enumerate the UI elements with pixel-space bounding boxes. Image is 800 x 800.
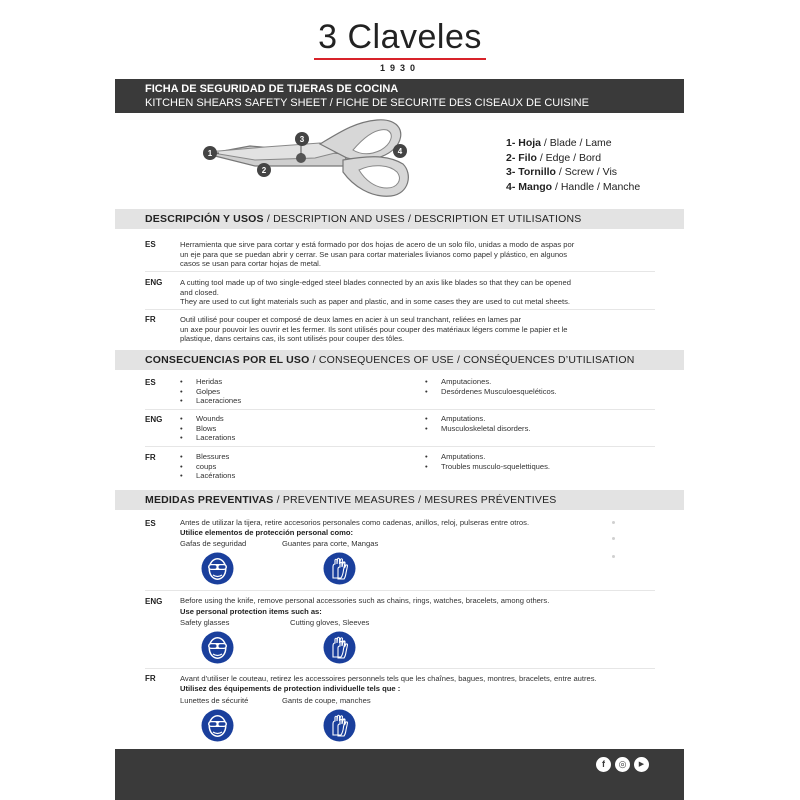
consequences-eng-left xyxy=(180,414,235,443)
part-2: 2- Filo / Edge / Bord xyxy=(506,151,602,164)
safety-glasses-icon xyxy=(201,552,234,585)
brand-name: 3 Claveles xyxy=(318,18,482,56)
callout-2-label: 2 xyxy=(261,166,267,175)
ppe-eng-gloves-label: Cutting gloves, Sleeves xyxy=(290,618,370,627)
consequences-es-left xyxy=(180,377,241,406)
list-item: • Amputations. xyxy=(425,452,550,462)
consequences-fr-left xyxy=(180,452,235,481)
list-item: • Heridas xyxy=(180,377,241,387)
section-description-heading: DESCRIPCIÓN Y USOS / DESCRIPTION AND USES / DESCRIPTION ET UTILISATIONS xyxy=(115,209,684,229)
list-item: • Desórdenes Musculoesqueléticos. xyxy=(425,387,557,397)
list-item: • Troubles musculo-squelettiques. xyxy=(425,462,550,472)
ppe-fr-gloves-label: Gants de coupe, manches xyxy=(282,696,371,705)
title-es: FICHA DE SEGURIDAD DE TIJERAS DE COCINA xyxy=(145,83,399,95)
section-preventive-heading: MEDIDAS PREVENTIVAS / PREVENTIVE MEASURES / MESURES PRÉVENTIVES xyxy=(115,490,684,510)
parts-legend xyxy=(506,136,640,194)
instagram-icon[interactable]: ◎ xyxy=(615,757,630,772)
divider xyxy=(145,446,655,447)
decor-dot xyxy=(612,555,615,558)
safety-glasses-icon xyxy=(201,631,234,664)
part-3: 3- Tornillo / Screw / Vis xyxy=(506,166,618,178)
preventive-fr-bold: Utilisez des équipements de protection individuelle tels que : xyxy=(180,684,401,693)
ppe-es-gloves-label: Guantes para corte, Mangas xyxy=(282,539,379,548)
facebook-icon[interactable]: f xyxy=(596,757,611,772)
list-item: • coups xyxy=(180,462,235,472)
list-item: • Blows xyxy=(180,424,235,434)
ppe-fr-glasses-label: Lunettes de sécurité xyxy=(180,696,249,705)
list-item: • Amputaciones. xyxy=(425,377,557,387)
brand-year: 1930 xyxy=(379,63,421,73)
list-item: • Lacérations xyxy=(180,471,235,481)
gloves-icon xyxy=(323,709,356,742)
list-item: • Musculoskeletal disorders. xyxy=(425,424,530,434)
safety-glasses-icon xyxy=(201,709,234,742)
gloves-icon xyxy=(323,552,356,585)
preventive-eng-bold: Use personal protection items such as: xyxy=(180,607,322,616)
decor-dot xyxy=(612,521,615,524)
ppe-eng-glasses-label: Safety glasses xyxy=(180,618,230,627)
consequences-eng-right xyxy=(425,414,530,433)
part-1: 1- Hoja / Blade / Lame xyxy=(506,137,612,149)
list-item: • Blessures xyxy=(180,452,235,462)
title-multilang: KITCHEN SHEARS SAFETY SHEET / FICHE DE SECURITE DES CISEAUX DE CUISINE xyxy=(145,97,589,109)
list-item: • Wounds xyxy=(180,414,235,424)
preventive-fr-text: Avant d'utiliser le couteau, retirez les accessoires personnels tels que les chaînes, bagues, montres, bracelets, entre autres. xyxy=(180,674,597,683)
brand-rule xyxy=(314,58,486,60)
gloves-icon xyxy=(323,631,356,664)
callout-1-label: 1 xyxy=(207,149,213,158)
divider xyxy=(145,409,655,410)
preventive-es-text: Antes de utilizar la tijera, retire accesorios personales como cadenas, anillos, reloj, pulseras entre otros. xyxy=(180,518,530,527)
decor-dot xyxy=(612,537,615,540)
part-4: 4- Mango / Handle / Manche xyxy=(506,180,641,193)
callout-4-label: 4 xyxy=(397,147,403,156)
preventive-es-bold: Utilice elementos de protección personal como: xyxy=(180,528,354,537)
list-item: • Amputations. xyxy=(425,414,530,424)
list-item: • Laceraciones xyxy=(180,396,241,406)
divider xyxy=(145,309,655,310)
divider xyxy=(145,271,655,272)
scissors-icon xyxy=(207,120,408,196)
divider xyxy=(145,590,655,591)
brand-logo xyxy=(0,18,800,73)
divider xyxy=(145,668,655,669)
youtube-icon[interactable]: ▶ xyxy=(634,757,649,772)
section-consequences-heading: CONSECUENCIAS POR EL USO / CONSEQUENCES OF USE / CONSÉQUENCES D’UTILISATION xyxy=(115,350,684,370)
title-bar xyxy=(115,79,684,113)
preventive-eng-text: Before using the knife, remove personal accessories such as chains, rings, watches, bracelets, among others. xyxy=(180,596,550,605)
ppe-es-glasses-label: Gafas de seguridad xyxy=(180,539,247,548)
list-item: • Golpes xyxy=(180,387,241,397)
consequences-fr-right xyxy=(425,452,550,471)
callout-3-label: 3 xyxy=(299,135,305,144)
list-item: • Lacerations xyxy=(180,433,235,443)
footer xyxy=(115,749,684,800)
consequences-es-right xyxy=(425,377,557,396)
